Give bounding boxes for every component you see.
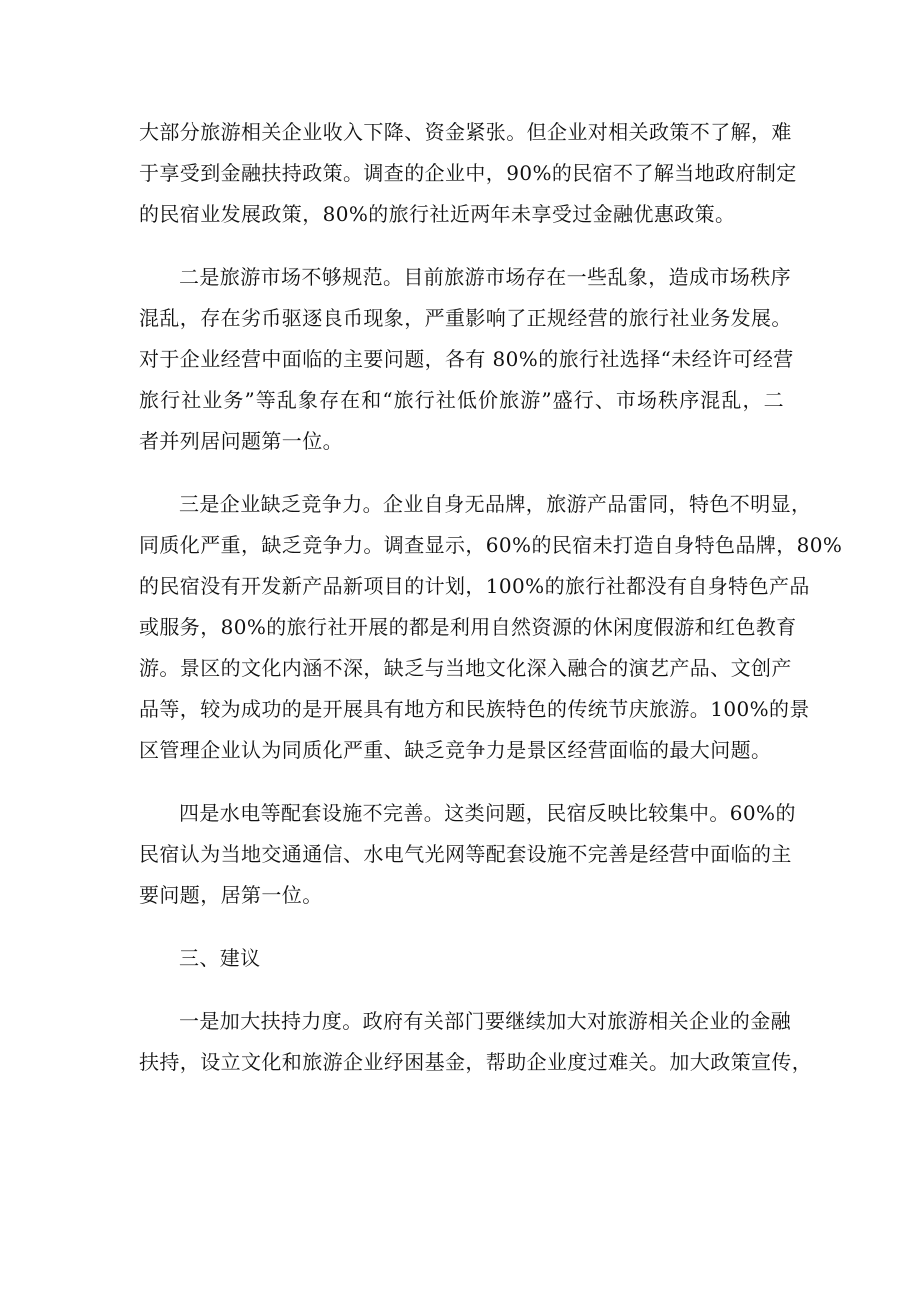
paragraph-support [139,1001,813,1083]
text-line: 旅行社业务”等乱象存在和“旅行社低价旅游”盛行、市场秩序混乱，二 [139,388,784,412]
text-line: 或服务，80%的旅行社开展的都是利用自然资源的休闲度假游和红色教育 [139,615,797,639]
text-line: 四是水电等配套设施不完善。这类问题，民宿反映比较集中。60%的 [179,801,796,825]
text-line: 于享受到金融扶持政策。调查的企业中，90%的民宿不了解当地政府制定 [139,161,797,185]
text-line: 大部分旅游相关企业收入下降、资金紧张。但企业对相关政策不了解，难 [139,120,792,144]
text-line: 区管理企业认为同质化严重、缺乏竞争力是景区经营面临的最大问题。 [139,738,772,762]
text-line: 对于企业经营中面临的主要问题，各有 80%的旅行社选择“未经许可经营 [139,347,794,371]
text-line: 要问题，居第一位。 [139,883,323,907]
text-line: 二是旅游市场不够规范。目前旅游市场存在一些乱象，造成市场秩序 [179,265,791,289]
text-line: 的民宿没有开发新产品新项目的计划，100%的旅行社都没有自身特色产品 [139,574,810,598]
text-line: 的民宿业发展政策，80%的旅行社近两年未享受过金融优惠政策。 [139,202,736,226]
paragraph-infrastructure [139,793,796,916]
paragraph-policy-awareness [139,112,797,235]
text-line: 同质化严重，缺乏竞争力。调查显示，60%的民宿未打造自身特色品牌，80% [139,533,843,557]
text-line: 游。景区的文化内涵不深，缺乏与当地文化深入融合的演艺产品、文创产 [139,656,792,680]
text-line: 三是企业缺乏竞争力。企业自身无品牌，旅游产品雷同，特色不明显， [179,492,812,516]
paragraph-competitiveness [139,484,843,771]
text-line: 者并列居问题第一位。 [139,429,343,453]
section-heading: 三、建议 [179,946,261,970]
text-line: 民宿认为当地交通通信、水电气光网等配套设施不完善是经营中面临的主 [139,842,792,866]
text-line: 品等，较为成功的是开展具有地方和民族特色的传统节庆旅游。100%的景 [139,697,810,721]
section-heading-suggestions [139,938,784,979]
text-line: 一是加大扶持力度。政府有关部门要继续加大对旅游相关企业的金融 [179,1009,791,1033]
document-body [139,112,843,1105]
text-line: 扶持，设立文化和旅游企业纾困基金，帮助企业度过难关。加大政策宣传， [139,1050,813,1074]
paragraph-market-regulation [139,257,794,462]
text-line: 混乱，存在劣币驱逐良币现象，严重影响了正规经营的旅行社业务发展。 [139,306,792,330]
